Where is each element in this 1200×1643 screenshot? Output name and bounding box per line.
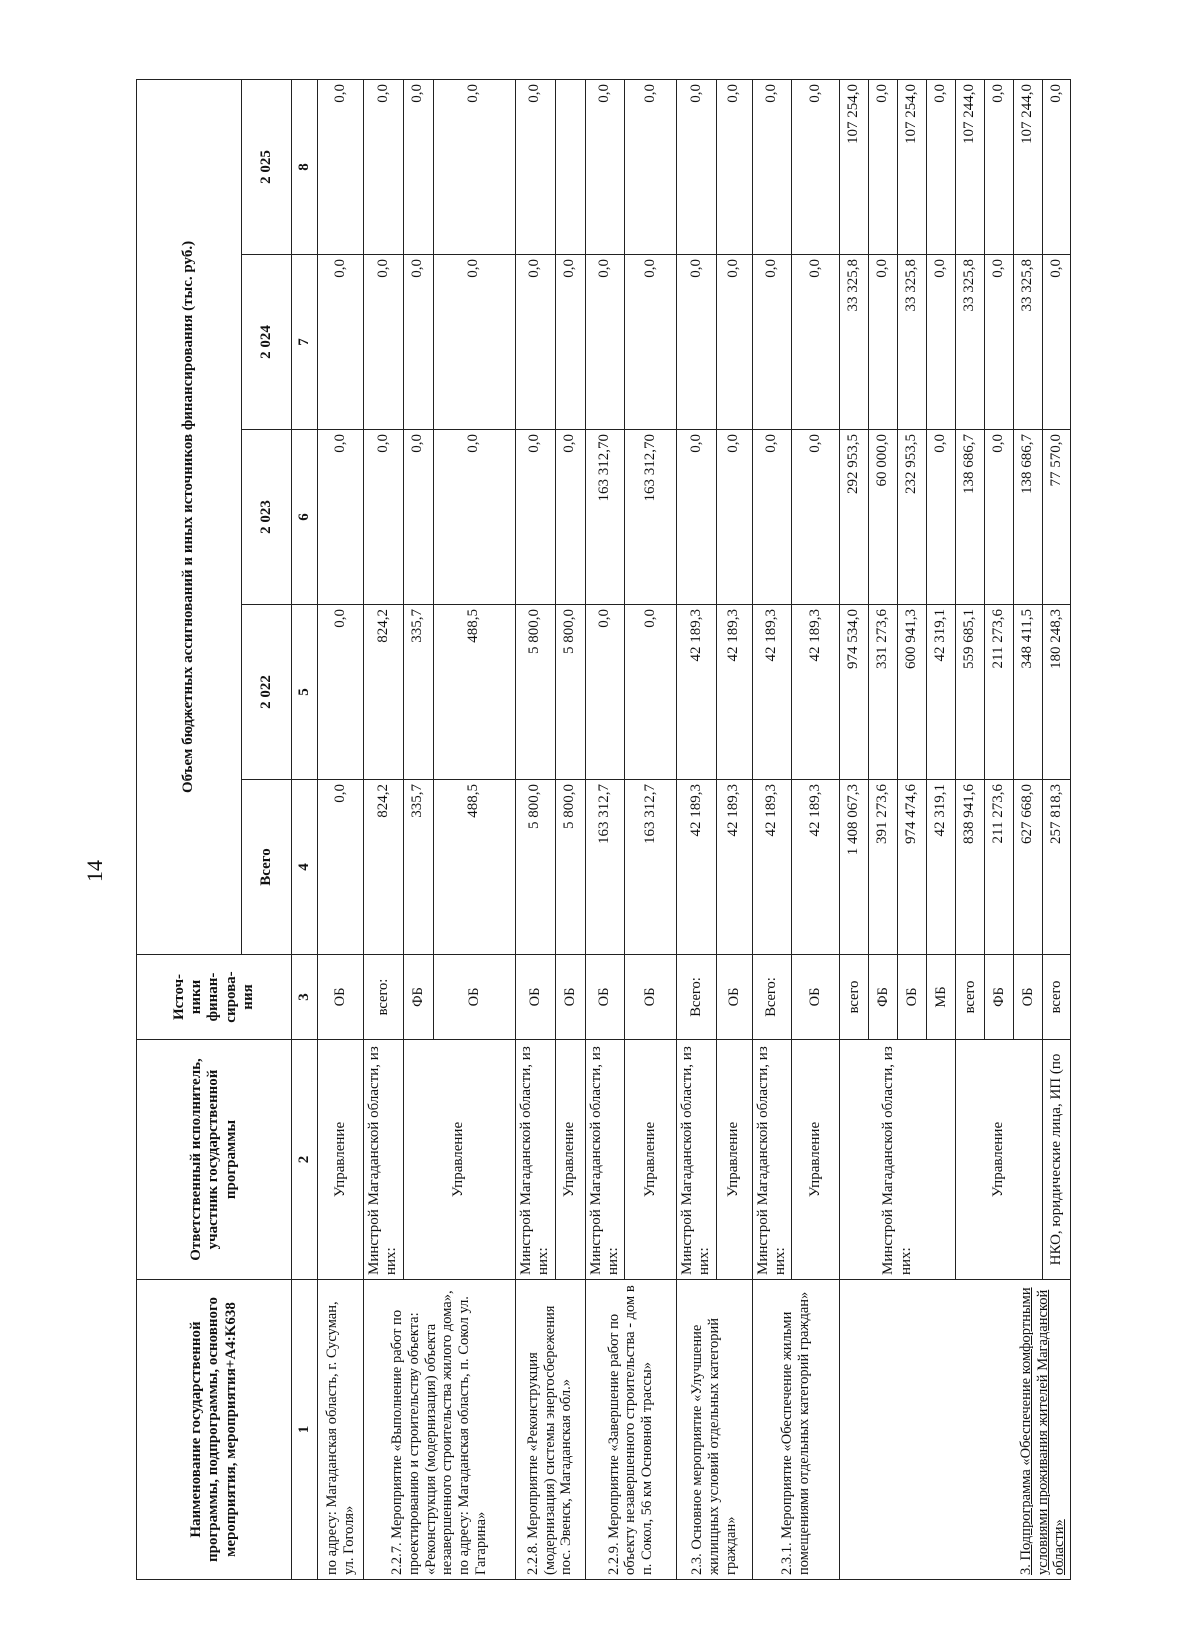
- executor: Минстрой Магаданской области, из них:: [840, 1040, 956, 1280]
- value-2024: 0,0: [716, 255, 752, 430]
- budget-table: [136, 79, 1071, 1580]
- value-2025: 107 244,0: [956, 79, 985, 254]
- source: всего: [1043, 955, 1071, 1040]
- value-2023: 0,0: [318, 430, 364, 605]
- value-total: 42 319,1: [927, 780, 956, 955]
- value-2025: 0,0: [716, 79, 752, 254]
- value-2025: 0,0: [985, 79, 1014, 254]
- value-total: 163 312,7: [625, 780, 677, 955]
- value-2023: 138 686,7: [1014, 430, 1043, 605]
- executor: Управление: [403, 1040, 515, 1280]
- value-2024: 33 325,8: [956, 255, 985, 430]
- program-name: 2.2.8. Мероприятие «Реконструкция (модернизация) системы энергосбережения пос. Эвенск, Магаданская обл.»: [515, 1280, 585, 1580]
- value-2022: 824,2: [364, 605, 404, 780]
- value-2025: 0,0: [433, 79, 515, 254]
- value-2022: 211 273,6: [985, 605, 1014, 780]
- program-name: 2.2.9. Мероприятие «Завершение работ по объекту незавершенного строительства - дом в п. Сокол, 56 км Основной трассы»: [585, 1280, 677, 1580]
- source: ОБ: [585, 955, 625, 1040]
- table-row: [318, 79, 364, 1579]
- source: МБ: [927, 955, 956, 1040]
- value-2023: 60 000,0: [869, 430, 898, 605]
- value-2024: 0,0: [515, 255, 555, 430]
- value-2024: 33 325,8: [898, 255, 927, 430]
- value-2023: 77 570,0: [1043, 430, 1071, 605]
- value-2022: 600 941,3: [898, 605, 927, 780]
- value-total: 974 474,6: [898, 780, 927, 955]
- value-2022: 5 800,0: [555, 605, 585, 780]
- header-col1: Наименование государственной программы, подпрограммы, основного мероприятия, мероприятия+A4:K638: [137, 1280, 292, 1580]
- value-2022: 488,5: [433, 605, 515, 780]
- source: всего: [840, 955, 869, 1040]
- source: ОБ: [898, 955, 927, 1040]
- source: ОБ: [625, 955, 677, 1040]
- header-col2: Ответственный исполнитель, участник государственной программы: [137, 1040, 292, 1280]
- value-2023: 0,0: [677, 430, 717, 605]
- executor: Минстрой Магаданской области, из них:: [585, 1040, 625, 1280]
- executor: Минстрой Магаданской области, из них:: [677, 1040, 717, 1280]
- rotated-table-container: [136, 80, 1068, 1580]
- value-2023: 0,0: [433, 430, 515, 605]
- value-2025: 0,0: [403, 79, 433, 254]
- value-total: 42 189,3: [677, 780, 717, 955]
- value-2022: 42 189,3: [752, 605, 792, 780]
- table-row: [364, 79, 404, 1579]
- value-2025: [555, 79, 585, 254]
- value-2022: 559 685,1: [956, 605, 985, 780]
- value-2023: 0,0: [403, 430, 433, 605]
- value-2022: 974 534,0: [840, 605, 869, 780]
- value-total: 838 941,6: [956, 780, 985, 955]
- value-2024: 0,0: [433, 255, 515, 430]
- value-2022: 0,0: [585, 605, 625, 780]
- value-2025: 0,0: [625, 79, 677, 254]
- source: ОБ: [515, 955, 555, 1040]
- value-2022: 42 189,3: [792, 605, 840, 780]
- value-2023: 0,0: [792, 430, 840, 605]
- value-2024: 0,0: [869, 255, 898, 430]
- value-2025: 0,0: [927, 79, 956, 254]
- value-total: 257 818,3: [1043, 780, 1071, 955]
- source: ОБ: [555, 955, 585, 1040]
- executor: Управление: [555, 1040, 585, 1280]
- value-2024: 0,0: [792, 255, 840, 430]
- value-2022: 180 248,3: [1043, 605, 1071, 780]
- table-row: [840, 79, 869, 1579]
- value-2022: 0,0: [625, 605, 677, 780]
- value-2025: 0,0: [585, 79, 625, 254]
- value-total: 488,5: [433, 780, 515, 955]
- value-2025: 0,0: [515, 79, 555, 254]
- value-total: 0,0: [318, 780, 364, 955]
- value-total: 42 189,3: [792, 780, 840, 955]
- value-2022: 5 800,0: [515, 605, 555, 780]
- value-2023: 292 953,5: [840, 430, 869, 605]
- value-2023: 0,0: [985, 430, 1014, 605]
- value-2025: 0,0: [792, 79, 840, 254]
- col-number: 5: [292, 605, 318, 780]
- value-2025: 0,0: [869, 79, 898, 254]
- value-2022: 42 189,3: [716, 605, 752, 780]
- value-total: 335,7: [403, 780, 433, 955]
- value-2025: 0,0: [318, 79, 364, 254]
- value-2024: 0,0: [625, 255, 677, 430]
- value-2023: 0,0: [555, 430, 585, 605]
- value-2023: 0,0: [515, 430, 555, 605]
- value-2023: 163 312,70: [625, 430, 677, 605]
- table-row: [515, 79, 555, 1579]
- value-total: 5 800,0: [515, 780, 555, 955]
- value-2024: 0,0: [752, 255, 792, 430]
- value-2025: 0,0: [677, 79, 717, 254]
- value-2025: 0,0: [752, 79, 792, 254]
- value-2024: 0,0: [318, 255, 364, 430]
- page-number: 14: [82, 860, 107, 882]
- col-number: 1: [292, 1280, 318, 1580]
- source: ОБ: [716, 955, 752, 1040]
- value-2024: 33 325,8: [840, 255, 869, 430]
- header-volume-group: Объем бюджетных ассигнований и иных источников финансирования (тыс. руб.): [137, 79, 242, 954]
- header-total: Всего: [242, 780, 292, 955]
- source: Всего:: [677, 955, 717, 1040]
- source: всего: [956, 955, 985, 1040]
- value-total: 163 312,7: [585, 780, 625, 955]
- value-total: 211 273,6: [985, 780, 1014, 955]
- value-2025: 107 254,0: [840, 79, 869, 254]
- value-2023: 0,0: [364, 430, 404, 605]
- program-name: 3. Подпрограмма «Обеспечение комфортными условиями проживания жителей Магаданской области»: [840, 1280, 1071, 1580]
- value-2024: 0,0: [927, 255, 956, 430]
- value-2023: 0,0: [716, 430, 752, 605]
- column-number-row: [292, 79, 318, 1579]
- value-2023: 163 312,70: [585, 430, 625, 605]
- source: ОБ: [433, 955, 515, 1040]
- source: ФБ: [403, 955, 433, 1040]
- source: Всего:: [752, 955, 792, 1040]
- value-2022: 0,0: [318, 605, 364, 780]
- source: ФБ: [869, 955, 898, 1040]
- value-2022: 335,7: [403, 605, 433, 780]
- source: ОБ: [1014, 955, 1043, 1040]
- program-name: 2.2.7. Мероприятие «Выполнение работ по проектированию и строительству объекта: «Реконструкция (модернизация) объекта незавершенного строительства жилого дома», по адресу: Магаданская область, п. Сокол ул. Гагарина»: [364, 1280, 516, 1580]
- value-2024: 0,0: [677, 255, 717, 430]
- value-2022: 42 319,1: [927, 605, 956, 780]
- value-2024: 0,0: [585, 255, 625, 430]
- value-total: 1 408 067,3: [840, 780, 869, 955]
- value-total: 42 189,3: [752, 780, 792, 955]
- program-name: 2.3.1. Мероприятие «Обеспечение жильми помещениями отдельных категорий граждан»: [752, 1280, 840, 1580]
- value-2024: 0,0: [403, 255, 433, 430]
- value-total: 391 273,6: [869, 780, 898, 955]
- col-number: 7: [292, 255, 318, 430]
- value-total: 824,2: [364, 780, 404, 955]
- executor: Минстрой Магаданской области, из них:: [364, 1040, 404, 1280]
- source: ФБ: [985, 955, 1014, 1040]
- executor: Управление: [716, 1040, 752, 1280]
- header-2023: 2 023: [242, 430, 292, 605]
- col-number: 6: [292, 430, 318, 605]
- value-2024: 33 325,8: [1014, 255, 1043, 430]
- value-2024: 0,0: [555, 255, 585, 430]
- executor: Управление: [318, 1040, 364, 1280]
- value-2023: 0,0: [752, 430, 792, 605]
- program-name: по адресу: Магаданская область, г. Сусуман, ул. Гоголя»: [318, 1280, 364, 1580]
- value-2024: 0,0: [1043, 255, 1071, 430]
- value-total: 627 668,0: [1014, 780, 1043, 955]
- executor: Минстрой Магаданской области, из них:: [752, 1040, 792, 1280]
- col-number: 3: [292, 955, 318, 1040]
- value-2023: 232 953,5: [898, 430, 927, 605]
- value-2025: 0,0: [364, 79, 404, 254]
- value-2025: 107 254,0: [898, 79, 927, 254]
- col-number: 8: [292, 79, 318, 254]
- table-row: [752, 79, 792, 1579]
- header-2024: 2 024: [242, 255, 292, 430]
- value-2025: 0,0: [1043, 79, 1071, 254]
- value-2025: 107 244,0: [1014, 79, 1043, 254]
- value-2024: 0,0: [985, 255, 1014, 430]
- value-2023: 0,0: [927, 430, 956, 605]
- executor: Минстрой Магаданской области, из них:: [515, 1040, 555, 1280]
- table-row: [585, 79, 625, 1579]
- table-row: [677, 79, 717, 1579]
- value-2024: 0,0: [364, 255, 404, 430]
- col-number: 2: [292, 1040, 318, 1280]
- value-2022: 331 273,6: [869, 605, 898, 780]
- value-2022: 348 411,5: [1014, 605, 1043, 780]
- value-2023: 138 686,7: [956, 430, 985, 605]
- executor: Управление: [956, 1040, 1043, 1280]
- header-col3: Источ-ники финан-сирова-ния: [137, 955, 292, 1040]
- source: всего:: [364, 955, 404, 1040]
- program-name: 2.3. Основное мероприятие «Улучшение жилищных условий отдельных категорий граждан»: [677, 1280, 753, 1580]
- executor: НКО, юридические лица, ИП (по: [1043, 1040, 1071, 1280]
- col-number: 4: [292, 780, 318, 955]
- executor: Управление: [792, 1040, 840, 1280]
- source: ОБ: [792, 955, 840, 1040]
- header-2025: 2 025: [242, 79, 292, 254]
- source: ОБ: [318, 955, 364, 1040]
- value-2022: 42 189,3: [677, 605, 717, 780]
- value-total: 42 189,3: [716, 780, 752, 955]
- value-total: 5 800,0: [555, 780, 585, 955]
- header-2022: 2 022: [242, 605, 292, 780]
- executor: Управление: [625, 1040, 677, 1280]
